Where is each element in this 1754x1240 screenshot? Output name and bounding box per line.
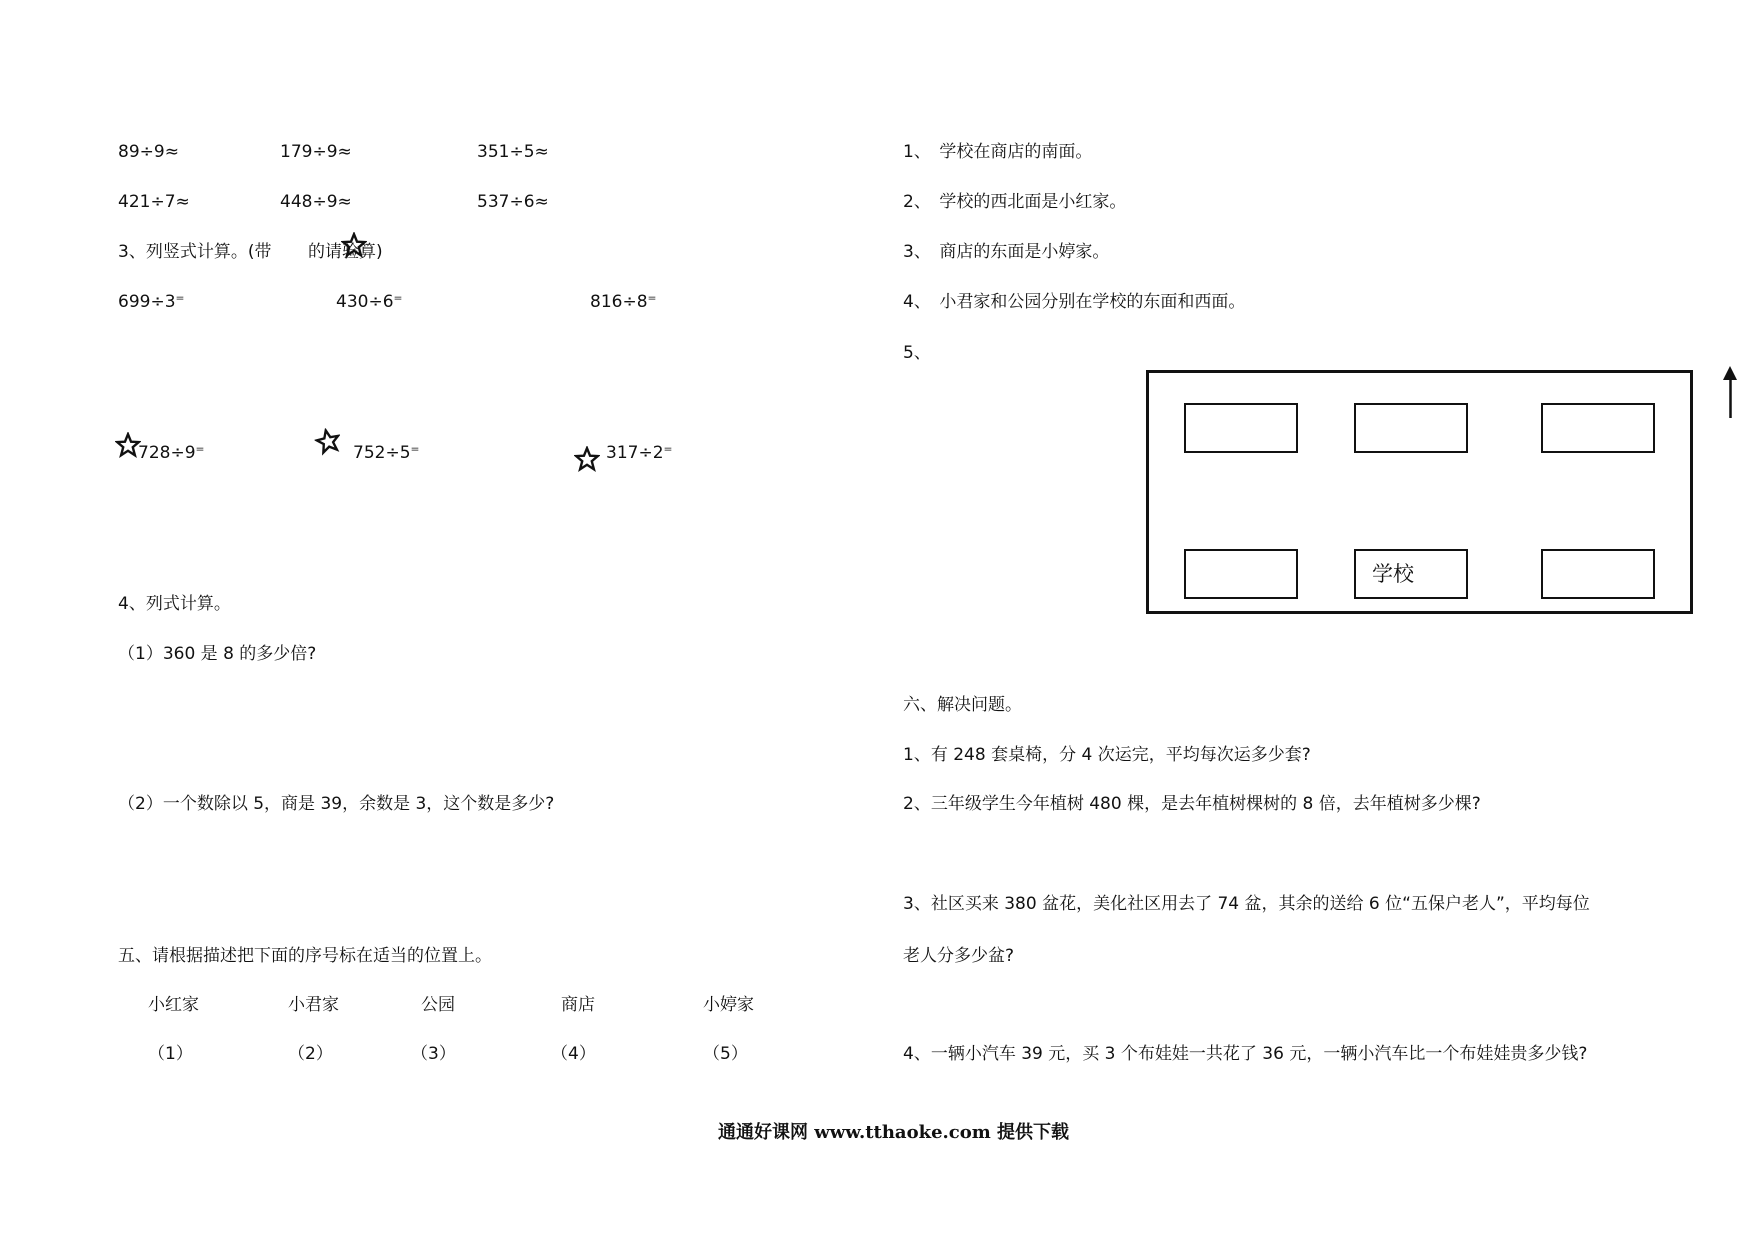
- star-icon: [574, 446, 600, 472]
- map-box-school: 学校: [1354, 549, 1468, 599]
- question-2: （2）一个数除以 5，商是 39，余数是 3，这个数是多少?: [118, 794, 555, 814]
- vertical-1-1: 699÷3⁼: [118, 292, 185, 312]
- approx-1-1: 89÷9≈: [118, 142, 179, 162]
- map-box-4[interactable]: [1184, 549, 1298, 599]
- approx-2-1: 421÷7≈: [118, 192, 190, 212]
- map-box-2[interactable]: [1354, 403, 1468, 453]
- place-number: （5）: [703, 1044, 748, 1064]
- problem-1: 1、有 248 套桌椅，分 4 次运完，平均每次运多少套?: [903, 745, 1311, 765]
- place-number: （1）: [148, 1044, 193, 1064]
- vertical-2-2: 752÷5⁼: [353, 443, 420, 463]
- approx-1-3: 351÷5≈: [477, 142, 549, 162]
- approx-1-2: 179÷9≈: [280, 142, 352, 162]
- vertical-1-3: 816÷8⁼: [590, 292, 657, 312]
- arrow-head-icon: [1722, 366, 1738, 380]
- place-number: （4）: [551, 1044, 596, 1064]
- section4-title: 4、列式计算。: [118, 594, 231, 614]
- question-1: （1）360 是 8 的多少倍?: [118, 644, 317, 664]
- place-label: 小红家: [148, 995, 199, 1015]
- place-label: 小君家: [288, 995, 339, 1015]
- approx-2-3: 537÷6≈: [477, 192, 549, 212]
- map-box-5[interactable]: [1541, 549, 1655, 599]
- clue-4: 4、 小君家和公园分别在学校的东面和西面。: [903, 292, 1246, 312]
- clue-1: 1、 学校在商店的南面。: [903, 142, 1093, 162]
- star-icon: [313, 426, 344, 457]
- map-box-1[interactable]: [1184, 403, 1298, 453]
- place-number: （2）: [288, 1044, 333, 1064]
- problem-4: 4、一辆小汽车 39 元，买 3 个布娃娃一共花了 36 元，一辆小汽车比一个布娃娃贵多少钱?: [903, 1044, 1588, 1064]
- section3-title: 3、列竖式计算。(带: [118, 242, 272, 262]
- position-map: [1146, 370, 1693, 614]
- problem-3: 3、社区买来 380 盆花，美化社区用去了 74 盆，其余的送给 6 位“五保户老人”，平均每位: [903, 894, 1590, 914]
- vertical-1-2: 430÷6⁼: [336, 292, 403, 312]
- clue-5: 5、: [903, 343, 931, 363]
- vertical-2-1: 728÷9⁼: [138, 443, 205, 463]
- vertical-2-3: 317÷2⁼: [606, 443, 673, 463]
- approx-2-2: 448÷9≈: [280, 192, 352, 212]
- place-label: 商店: [561, 995, 595, 1015]
- place-label: 小婷家: [703, 995, 754, 1015]
- problem-2: 2、三年级学生今年植树 480 棵，是去年植树棵树的 8 倍，去年植树多少棵?: [903, 794, 1481, 814]
- clue-3: 3、 商店的东面是小婷家。: [903, 242, 1110, 262]
- place-number: （3）: [411, 1044, 456, 1064]
- place-label: 公园: [421, 995, 455, 1015]
- footer-source: 通通好课网 www.tthaoke.com 提供下载: [718, 1122, 1070, 1143]
- map-box-3[interactable]: [1541, 403, 1655, 453]
- section6-title: 六、解决问题。: [903, 695, 1022, 715]
- problem-3-cont: 老人分多少盆?: [903, 946, 1015, 966]
- clue-2: 2、 学校的西北面是小红家。: [903, 192, 1127, 212]
- section3-title-tail: 的请验算): [308, 242, 383, 262]
- section5-title: 五、请根据描述把下面的序号标在适当的位置上。: [118, 946, 492, 966]
